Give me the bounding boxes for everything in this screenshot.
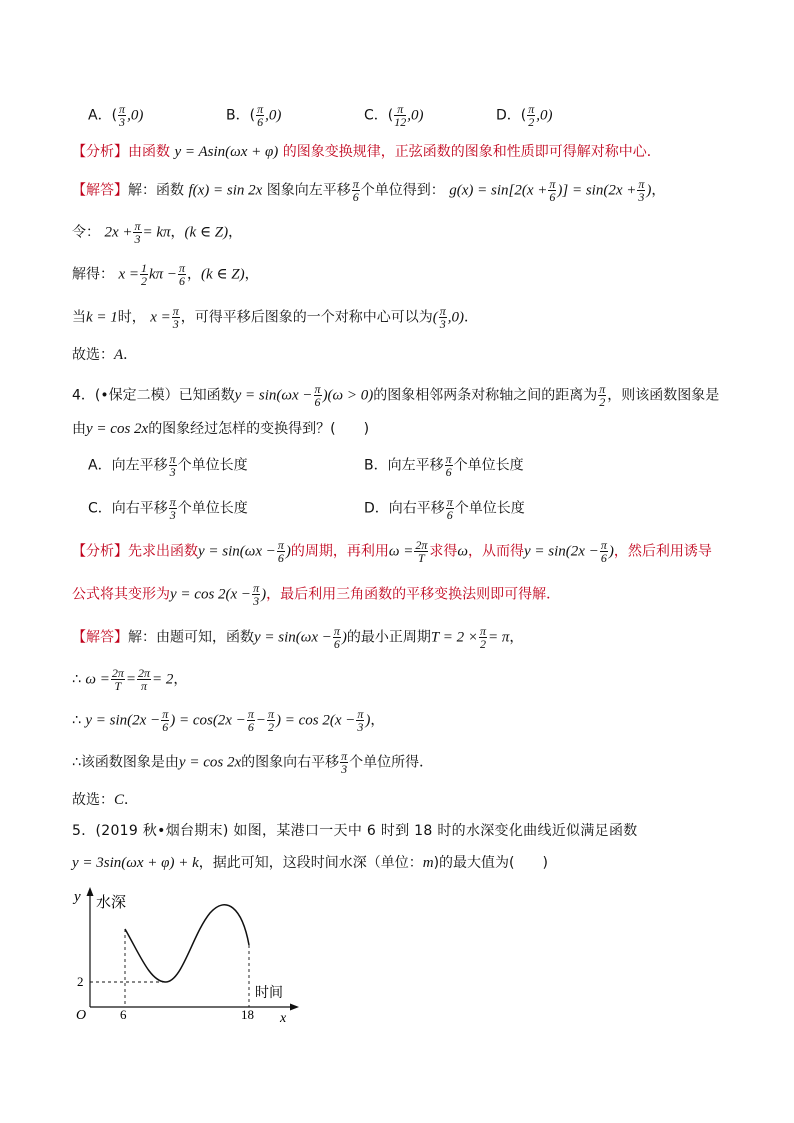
text: ． [124,792,139,808]
q3-analysis [72,141,734,163]
fraction [340,750,348,775]
formula: kπ − [148,266,178,283]
formula: y = sin(ωx − [234,387,313,404]
option-label: C． [364,107,388,124]
frac-num: π [169,495,176,509]
frac-num: π [600,538,607,552]
depth-curve [125,905,249,982]
text: 解得： [72,266,114,283]
text: 解：由题可知，函数 [128,629,254,646]
formula: y = sin(ωx − [254,629,332,646]
fraction [352,178,360,203]
origin-label: O [76,1008,87,1023]
text: )的最大值为( ) [433,855,548,871]
frac-den: 6 [333,637,340,651]
frac-den: 3 [172,317,179,331]
frac-den: 3 [253,594,260,608]
frac-num: π [169,452,176,466]
frac-num: π [357,707,364,721]
frac-den: T [418,551,425,565]
text: 的图象变换规律，正弦函数的图象和性质即可得解对称中心． [282,144,661,160]
q4-option-a [88,453,248,478]
water-depth-graph [70,885,310,1025]
frac-num: π [267,707,274,721]
fraction [600,539,608,564]
frac-num: 2π [415,538,428,552]
y-axis-title: 水深 [96,895,127,911]
text: ， [228,224,243,241]
formula: y = sin(ωx − [198,543,276,560]
q3-solution-line3 [72,262,734,287]
text: 4．(•保定二模）已知函数 [72,387,235,404]
frac-den: 6 [314,395,321,409]
fraction [637,178,645,203]
formula: y = cos 2x [178,754,242,771]
fraction [256,103,264,128]
text: ，最后利用三角函数的平移变换法则即可得解． [266,586,561,603]
text: ， [173,671,188,688]
frac-den: 3 [119,115,126,129]
q4-stem-line1 [72,383,734,408]
option-tail: ,0) [536,107,553,124]
formula: T = 2 × [430,629,478,646]
frac-den: 6 [257,115,264,129]
frac-den: π [140,679,147,693]
q4-answer [72,789,734,811]
fraction [161,708,169,733]
frac-den: T [114,679,122,693]
therefore-symbol: ∴ [72,712,81,729]
fraction [137,667,151,692]
frac-num: π [162,707,169,721]
formula: )(ω > 0) [322,387,374,404]
frac-den: 6 [446,508,453,522]
formula: k = 1 [86,309,118,326]
text: ， [170,224,185,241]
option-label: C．向右平移 [88,500,168,517]
frac-den: 6 [445,465,452,479]
fraction [178,262,186,287]
fraction [394,103,406,128]
frac-num: π [134,219,141,233]
tick-label-18: 18 [241,1007,254,1022]
x-axis-arrow [290,1004,299,1011]
text: ， [244,266,259,283]
fraction [118,103,126,128]
formula: y = 3sin(ωx + φ) + k [72,855,199,871]
solution-tag: 【解答】 [72,182,128,199]
frac-den: 2 [267,720,274,734]
text: 的周期，再利用 [290,543,389,560]
q3-solution-line2 [72,220,734,245]
q5-stem-line2 [72,852,734,874]
text: 时， [117,309,146,326]
fraction [446,496,454,521]
text: 由 [72,421,86,437]
formula: ( [432,309,438,326]
text: 先求出函数 [128,543,198,560]
text: ，从而得 [468,543,524,560]
frac-num: π [439,304,446,318]
frac-den: 6 [352,190,359,204]
formula: y = cos 2(x − [170,586,252,603]
text: ，据此可知，这段时间水深（单位： [198,855,423,871]
fraction [267,708,275,733]
answer-letter: C [114,792,125,808]
frac-den: 3 [169,465,176,479]
fraction [140,262,148,287]
text: 个单位所得． [349,754,434,771]
therefore-symbol: ∴ [72,671,81,688]
text: 解：函数 [128,182,184,199]
option-tail: 个单位长度 [453,457,524,474]
text: 当 [72,309,86,326]
formula: ω = [388,543,414,560]
text: 故选： [72,792,114,808]
frac-num: π [172,304,179,318]
text: ， [187,266,202,283]
x-axis-label: x [280,1011,287,1025]
formula: = kπ [142,224,171,241]
q4-solution-line1 [72,625,734,650]
frac-den: 6 [247,720,254,734]
fraction [172,305,180,330]
frac-num: π [445,452,452,466]
fraction [133,220,141,245]
x-axis-title: 时间 [255,986,283,1001]
q3-option-d: D．( $\frac{\pi}{2}$ ,0) [496,102,553,129]
frac-den: 3 [134,232,141,246]
frac-num: π [394,103,406,116]
formula: x = [150,309,171,326]
option-tail: ,0) [127,107,144,124]
text: ． [464,309,479,326]
fraction [314,383,322,408]
option-tail: 个单位长度 [177,457,248,474]
frac-num: π [528,102,535,116]
formula: = π [488,629,510,646]
frac-num: 2π [111,666,124,680]
formula: ) [341,629,347,646]
option-tail: ,0) [407,107,424,124]
fraction [445,453,453,478]
answer-letter: A [114,347,124,363]
analysis-tag: 【分析】 [72,543,128,560]
frac-num: π [638,177,645,191]
frac-den: 2 [528,115,535,129]
option-tail: 个单位长度 [454,500,525,517]
text: 图象向左平移 [266,182,351,199]
text: 的最小正周期 [346,629,431,646]
q4-option-c [88,496,248,521]
formula: f(x) = sin 2x [188,182,263,199]
text: 公式将其变形为 [72,586,170,603]
text: ， [651,182,666,199]
frac-num: π [119,102,126,116]
formula: y = Asin(ωx + φ) [174,144,279,160]
fraction [527,103,535,128]
text: 的图象向右平移 [241,754,340,771]
frac-den: 6 [179,274,186,288]
option-tail: 个单位长度 [177,500,248,517]
formula: g(x) = sin[2(x + [449,182,548,199]
y-axis-arrow [87,887,94,896]
q3-option-c: C．( $\frac{\pi}{12}$ ,0) [364,102,424,129]
y-axis-label: y [74,889,81,905]
frac-num: π [314,382,321,396]
text: 由函数 [128,144,170,160]
frac-den: 2 [140,274,147,288]
formula: ω [457,543,468,560]
formula: (k ∈ Z) [184,224,229,241]
fraction [479,625,487,650]
option-label: D．向右平移 [364,500,445,517]
frac-num: π [257,102,264,116]
text: 5．(2019 秋•烟台期末) 如图，某港口一天中 6 时到 18 时的水深变化曲线近似满足函数 [72,823,638,839]
q3-option-a: A．( $\frac{\pi}{3}$ ,0) [88,102,144,129]
text: 令： [72,224,100,241]
frac-den: 3 [638,190,645,204]
text: 的图象相邻两条对称轴之间的距离为 [373,387,598,404]
frac-num: π [599,382,606,396]
formula: ) [365,712,371,729]
frac-num: π [549,177,556,191]
frac-den: 3 [357,720,364,734]
text: ，然后利用诱导 [613,543,712,560]
fraction [111,667,125,692]
frac-den: 6 [162,720,169,734]
frac-num: π [341,749,348,763]
text: ，可得平移后图象的一个对称中心可以为 [180,309,433,326]
formula: − [255,712,266,729]
frac-den: 12 [394,115,407,129]
q3-solution-line1 [72,178,734,203]
q3-solution-line4 [72,305,734,330]
frac-den: 3 [439,317,446,331]
text: ，则该函数图象是 [607,387,720,404]
fraction [333,625,341,650]
text: 个单位得到： [360,182,445,199]
solution-tag: 【解答】 [72,629,128,646]
text: 求得 [429,543,458,560]
formula: ,0) [447,309,465,326]
frac-den: 6 [277,551,284,565]
q4-analysis-line2 [72,582,734,607]
formula: ) [608,543,614,560]
fraction [439,305,447,330]
fraction [169,496,177,521]
formula: x = [118,266,139,283]
frac-den: 6 [600,551,607,565]
frac-den: 2 [599,395,606,409]
frac-num: 1 [140,261,147,275]
frac-num: 2π [137,666,150,680]
fraction [414,539,428,564]
formula: ) [261,586,267,603]
formula: y = sin(2x − [524,543,599,560]
fraction [247,708,255,733]
q4-solution-line4 [72,750,734,775]
formula: = [125,671,136,688]
frac-den: 6 [549,190,556,204]
frac-num: π [277,538,284,552]
tick-label-6: 6 [120,1007,127,1022]
formula: ) [285,543,291,560]
fraction [169,453,177,478]
formula: ) = cos 2(x − [276,712,356,729]
tick-label-2: 2 [77,974,84,989]
formula: = 2 [152,671,174,688]
frac-den: 3 [169,508,176,522]
frac-num: π [352,177,359,191]
fraction [548,178,556,203]
q4-solution-line3 [72,708,734,733]
formula: y = cos 2x [86,421,149,437]
text: ． [123,347,138,363]
option-tail: ,0) [265,107,282,124]
frac-num: π [179,261,186,275]
fraction [277,539,285,564]
text: 故选： [72,347,114,363]
frac-num: π [333,624,340,638]
text: ， [370,712,385,729]
q4-option-b [364,453,524,478]
option-label: B．向左平移 [364,457,444,474]
formula: y = sin(2x − [85,712,161,729]
formula: m [422,855,434,871]
q3-answer [72,344,734,366]
frac-den: 3 [341,762,348,776]
formula: ω = [85,671,110,688]
option-label: A． [88,107,112,124]
frac-num: π [480,624,487,638]
frac-den: 2 [480,637,486,651]
frac-num: π [247,707,254,721]
fraction [598,383,606,408]
frac-num: π [446,495,453,509]
q4-option-d [364,496,525,521]
formula: ) = cos(2x − [170,712,246,729]
q4-analysis-line1 [72,539,734,564]
q5-stem-line1 [72,820,734,842]
q4-solution-line2 [72,667,734,692]
formula: 2x + [104,224,133,241]
q4-stem-line2 [72,418,734,440]
option-label: D． [496,107,521,124]
formula: (k ∈ Z) [201,266,245,283]
text: ∴该函数图象是由 [72,754,179,771]
text: ， [509,629,524,646]
fraction [252,582,260,607]
formula: )] = sin(2x + [557,182,637,199]
frac-num: π [253,581,260,595]
option-label: A．向左平移 [88,457,168,474]
q3-option-b: B．( $\frac{\pi}{6}$ ,0) [226,102,282,129]
formula: ) [646,182,652,199]
analysis-tag: 【分析】 [72,144,128,160]
text: 的图象经过怎样的变换得到？( ) [148,421,370,437]
option-label: B． [226,107,250,124]
fraction [356,708,364,733]
